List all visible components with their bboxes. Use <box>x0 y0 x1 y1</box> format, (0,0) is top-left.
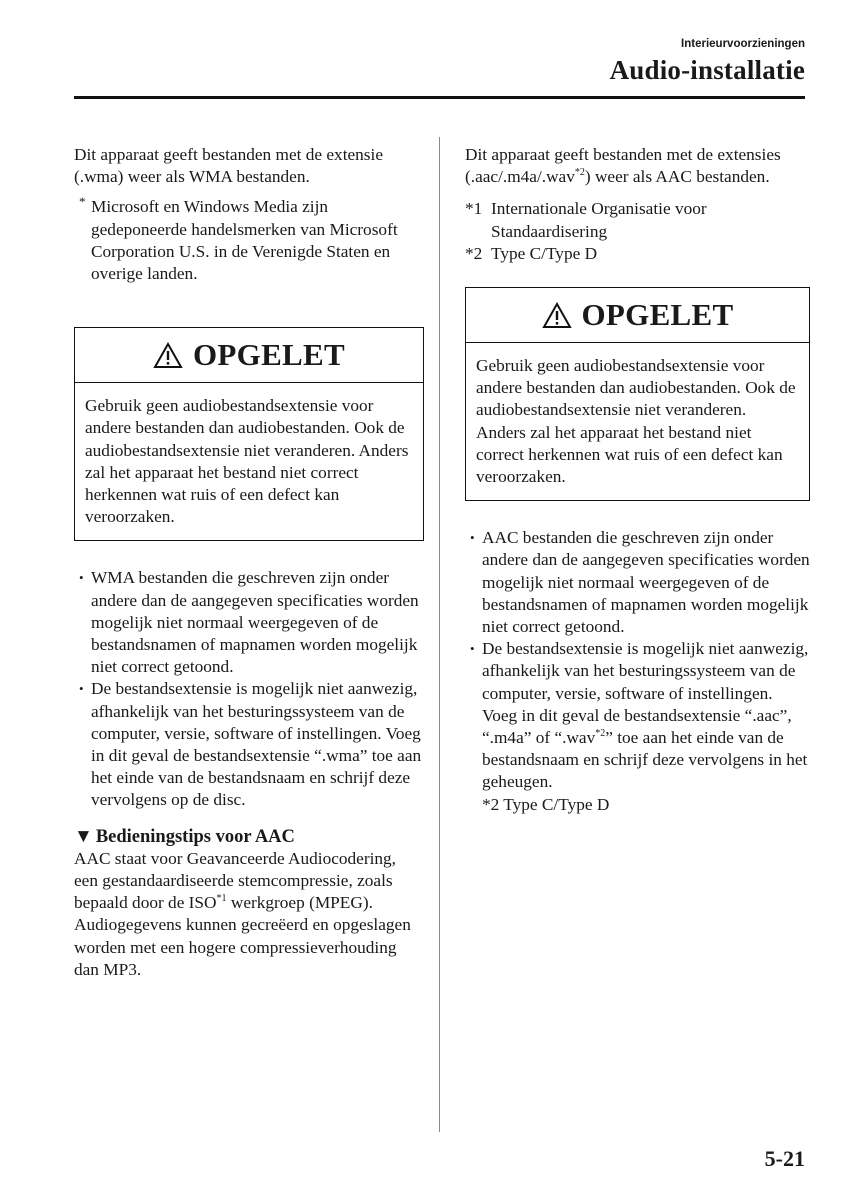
footnote-ref: *2 <box>595 728 606 740</box>
footnote-item <box>465 243 810 265</box>
caution-title: OPGELET <box>581 296 734 332</box>
bullet-dot: • <box>470 530 475 546</box>
caution-header <box>466 288 809 343</box>
column-divider <box>439 137 440 1132</box>
footnote-text: Type C/Type D <box>491 243 598 263</box>
warning-icon <box>542 302 572 329</box>
list-item <box>74 567 424 678</box>
footnote-list <box>465 198 810 265</box>
list-item <box>465 527 810 638</box>
right-column <box>465 144 810 816</box>
footnote-text: Microsoft en Windows Media zijn gedeponeerde handelsmerken van Microsoft Corporation U.S. in de Verenigde Staten en overige landen. <box>91 197 398 284</box>
bullet-footnote: *2 Type C/Type D <box>482 794 610 814</box>
subheading-text: Bedieningstips voor AAC <box>95 826 295 847</box>
caution-text: Gebruik geen audiobestandsextensie voor andere bestanden dan audiobestanden. Ook de audiobestandsextensie niet veranderen. Anders zal het apparaat het bestand niet correct herkennen wat ruis of een defect kan veroorzaken. <box>476 356 796 487</box>
caution-box <box>74 327 424 541</box>
caution-header <box>75 328 423 383</box>
left-column <box>74 144 424 981</box>
trademark-footnote <box>74 196 424 285</box>
header-rule <box>74 96 805 99</box>
bullet-dot: • <box>79 570 84 586</box>
footnote-text: Internationale Organisatie voor Standaardisering <box>491 199 707 241</box>
caution-text: Gebruik geen audiobestandsextensie voor andere bestanden dan audiobestanden. Ook de audiobestandsextensie niet veranderen. Anders zal het apparaat het bestand niet correct herkennen wat ruis of een defect kan veroorzaken. <box>85 396 409 527</box>
footnote-item <box>465 198 810 242</box>
intro-part-2: ) weer als AAC bestanden. <box>584 167 770 187</box>
bullet-dot: • <box>79 681 84 697</box>
bullet-text-part-2: ” toe aan het einde van de bestandsnaam en schrijf deze vervolgens in het geheugen. <box>482 728 808 792</box>
aac-bullet-list <box>465 527 810 816</box>
footnote-number: *2 <box>465 243 483 263</box>
page-number: 5-21 <box>764 1146 805 1171</box>
aac-text-part-2: werkgroep (MPEG). Audiogegevens kunnen gecreëerd en opgeslagen worden met een hogere compressieverhouding dan MP3. <box>74 893 411 979</box>
triangle-down-icon: ▼ <box>74 825 93 847</box>
chapter-title: Audio-installatie <box>609 55 805 85</box>
aac-subheading <box>74 826 424 848</box>
footnote-ref: *2 <box>574 167 585 179</box>
aac-description <box>74 848 424 981</box>
section-label: Interieurvoorzieningen <box>681 38 805 50</box>
aac-text-part-1: AAC staat voor Geavanceerde Audiocodering, een gestandaardiseerde stemcompressie, zoals bepaald door de ISO <box>74 848 396 913</box>
wma-bullet-list <box>74 567 424 811</box>
bullet-text: WMA bestanden die geschreven zijn onder andere dan de aangegeven specificaties worden mogelijk niet normaal weergegeven of de bestandsnamen of mapnamen worden mogelijk niet correct getoond. <box>91 568 419 677</box>
bullet-text: De bestandsextensie is mogelijk niet aanwezig, afhankelijk van het besturingssysteem van de computer, versie, software of instellingen. Voeg in dit geval de bestandsextensie “.wma” toe aan het einde van de bestandsnaam en schrijf deze vervolgens op de disc. <box>91 679 422 810</box>
bullet-dot: • <box>470 641 475 657</box>
aac-intro <box>465 144 810 188</box>
bullet-text-part-1: De bestandsextensie is mogelijk niet aanwezig, afhankelijk van het besturingssysteem van de computer, versie, software of instellingen. Voeg in dit geval de bestandsextensie “.aac”, “.m4a” of “.wav <box>482 639 809 748</box>
wma-intro: Dit apparaat geeft bestanden met de extensie (.wma) weer als WMA bestanden. <box>74 145 384 187</box>
footnote-number: *1 <box>465 199 483 219</box>
list-item <box>465 638 810 816</box>
warning-icon <box>153 342 183 369</box>
bullet-text <box>482 639 808 791</box>
caution-title: OPGELET <box>193 337 345 373</box>
footnote-ref: *1 <box>216 893 227 905</box>
intro-part-1: Dit apparaat geeft bestanden met de extensies (.aac/.m4a/.wav <box>465 145 781 187</box>
bullet-text: AAC bestanden die geschreven zijn onder andere dan de aangegeven specificaties worden mogelijk niet normaal weergegeven of de bestandsnamen of mapnamen worden mogelijk niet correct getoond. <box>482 528 810 637</box>
list-item <box>74 678 424 811</box>
footnote-asterisk: * <box>79 194 86 210</box>
caution-box <box>465 287 810 501</box>
